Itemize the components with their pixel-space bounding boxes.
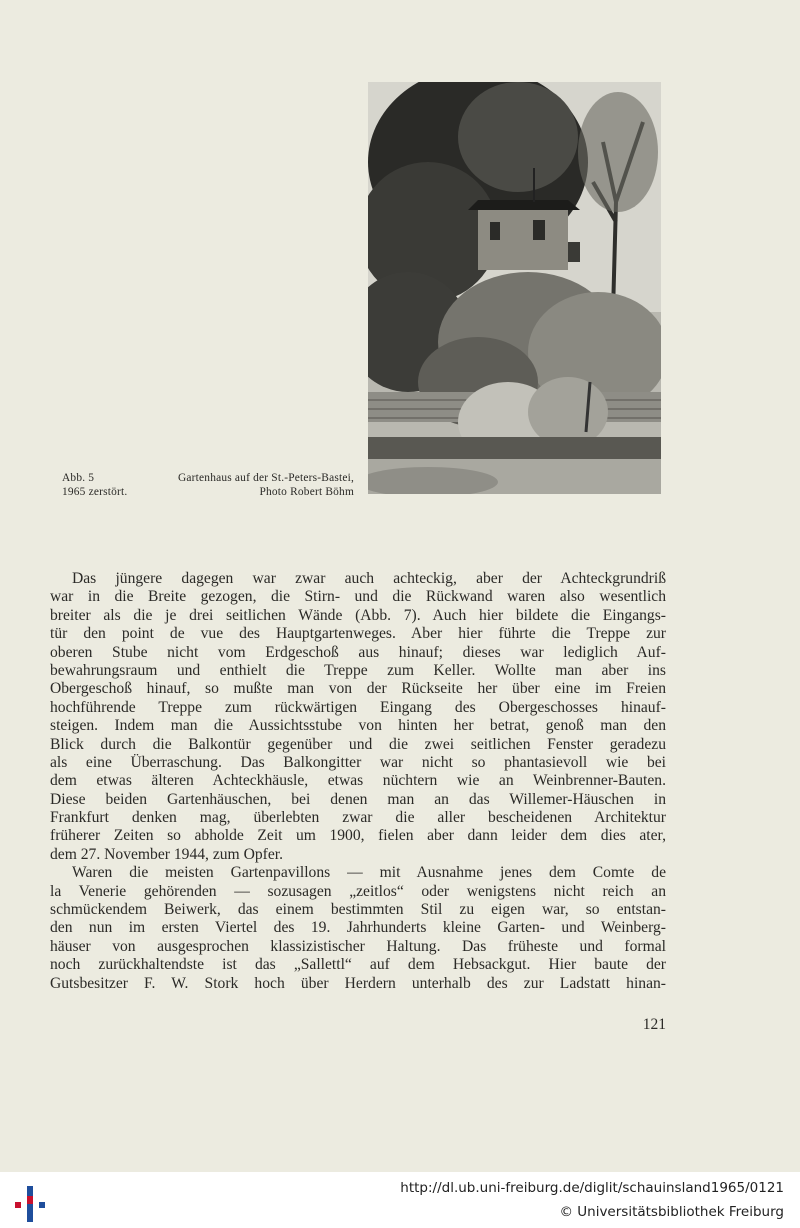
garden-house-photo (368, 82, 661, 494)
text-line: Das jüngere dagegen war zwar auch achteckig, aber der Achteckgrundriß (72, 570, 666, 587)
caption-line2: 1965 zerstört. (62, 486, 128, 498)
photo-image (368, 82, 661, 494)
text-line: hochführende Treppe zum rückwärtigen Eingang des Obergeschosses hinauf- (50, 698, 666, 716)
text-line: dem etwas älteren Achteckhäusle, etwas nüchtern wie an Weinbrenner-Bauten. (50, 772, 666, 790)
text-line: den nun im ersten Viertel des 19. Jahrhunderts kleine Garten- und Weinberg- (50, 919, 666, 937)
figure-caption (62, 471, 354, 499)
caption-label: Abb. 5 (62, 472, 95, 484)
text-line: noch zurückhaltendste ist das „Sallettl“ auf dem Hebsackgut. Hier baute der (50, 956, 666, 974)
page-number: 121 (642, 1016, 666, 1033)
text-line: oberen Stube nicht vom Erdgeschoß aus hinauf; dieses war lediglich Auf- (50, 643, 666, 661)
source-url-link[interactable]: http://dl.ub.uni-freiburg.de/diglit/schauinsland1965/0121 (400, 1180, 784, 1196)
photo-credit: Photo Robert Böhm (259, 486, 354, 498)
text-line: la Venerie gehörenden — sozusagen „zeitlos“ oder wenigstens nicht reich an (50, 882, 666, 900)
text-line: Gutsbesitzer F. W. Stork hoch über Herdern unterhalb des zur Ladstatt hinan- (50, 974, 666, 992)
text-line: schmückendem Beiwerk, das einem bestimmten Stil zu eigen war, so entstan- (50, 901, 666, 919)
copyright-text: © Universitätsbibliothek Freiburg (559, 1204, 784, 1220)
text-line: breiter als die je drei seitlichen Wände (Abb. 7). Auch hier bildete die Eingangs- (50, 606, 666, 624)
text-line: früherer Zeiten so abholde Zeit um 1900, fielen aber dann leider dem dies ater, (50, 827, 666, 845)
text-line: dem 27. November 1944, zum Opfer. (50, 845, 283, 863)
text-line: Waren die meisten Gartenpavillons — mit Ausnahme jenes dem Comte de (72, 864, 666, 882)
body-text (50, 570, 666, 993)
text-line: Frankfurt denken mag, überlebten zwar die aller bescheidenen Architektur (50, 809, 666, 827)
text-line: steigen. Indem man die Aussichtsstube von hinten her betrat, genoß man den (50, 717, 666, 735)
university-library-logo-icon (12, 1178, 48, 1222)
text-line: war in die Breite gezogen, die Stirn- und die Rückwand waren also wesentlich (50, 588, 666, 606)
text-line: als eine Überraschung. Das Balkongitter war nicht so phantasievoll wie bei (50, 753, 666, 771)
text-line: Blick durch die Balkontür gegenüber und die zwei seitlichen Fenster geradezu (50, 735, 666, 753)
text-line: bewahrungsraum und enthielt die Treppe zum Keller. Wollte man aber ins (50, 661, 666, 679)
text-line: tür den point de vue des Hauptgartenweges. Aber hier führte die Treppe zur (50, 625, 666, 643)
text-line: Obergeschoß hinauf, so mußte man von der Rückseite her über eine im Freien (50, 680, 666, 698)
text-line: häuser von ausgesprochen klassizistischer Haltung. Das früheste und formal (50, 937, 666, 955)
text-line: Diese beiden Gartenhäuschen, bei denen man an das Willemer-Häuschen in (50, 790, 666, 808)
library-footer (0, 1172, 800, 1228)
caption-title: Gartenhaus auf der St.-Peters-Bastei, (178, 472, 354, 484)
